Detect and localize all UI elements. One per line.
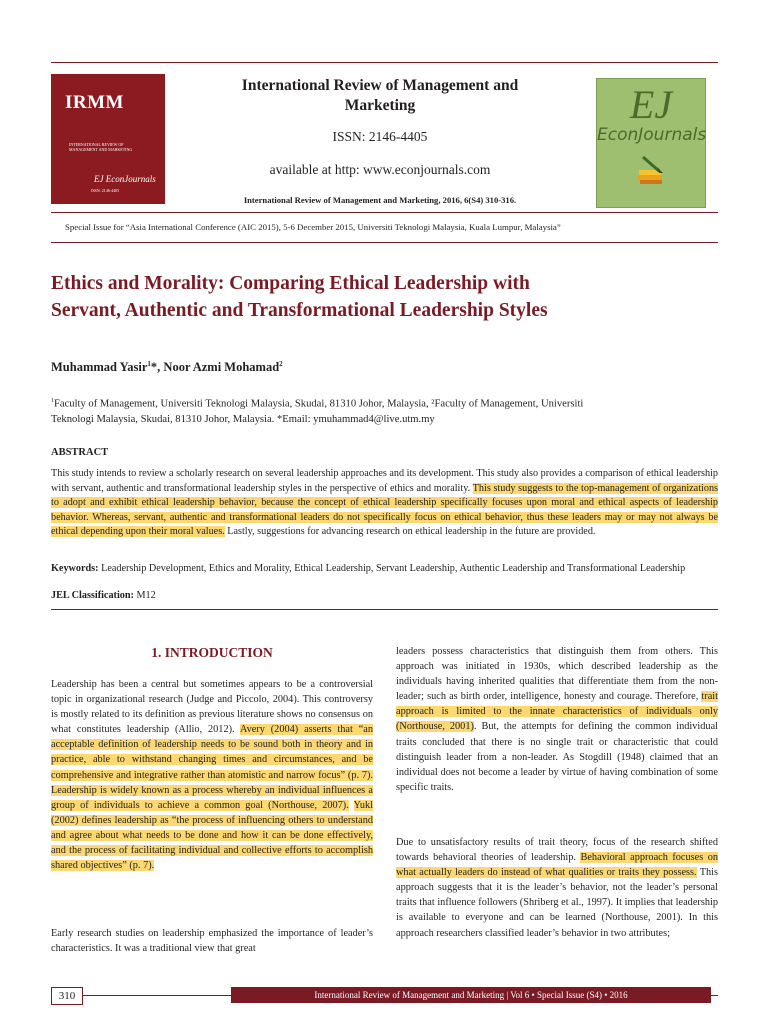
authors xyxy=(51,360,283,375)
jel-code: M12 xyxy=(133,590,156,601)
abstract-text-2: Lastly, suggestions for advancing research on ethical leadership in the future are provided. xyxy=(224,526,596,537)
right-text-1: leaders possess characteristics that distinguish them from others. This approach was initiated in 1930s, which described leadership as the individuals having inherited qualities that differentiate them from the non-leader; such as birth order, intelligence, honesty and courage. Therefore, xyxy=(396,646,718,703)
keywords-text: Leadership Development, Ethics and Morality, Ethical Leadership, Servant Leadership, Authentic Leadership and Transformational Leadership xyxy=(98,563,686,574)
abstract-heading: ABSTRACT xyxy=(51,447,109,458)
cover-journal-line: INTERNATIONAL REVIEW OF MANAGEMENT AND MARKETING xyxy=(69,142,133,152)
top-rule xyxy=(51,62,718,63)
abstract-highlight: This study suggests to the top-management of organizations to adopt and exhibit ethical leadership behavior, because the concept of ethical leadership specifically focuses upon moral and ethical aspects of leadership behavior. Whereas, servant, authentic and transformational leaders do not specifically focus on ethical behavior, thus these leaders may or may not always be ethical depending upon their moral values. xyxy=(51,482,719,537)
right-text-3: Due to unsatisfactory results of trait theory, focus of the research shifted towards behavioral theories of leadership. xyxy=(396,837,718,864)
author-2-sup: 2 xyxy=(279,360,283,368)
right-text-2: . But, the attempts for defining the common individual traits concluded that there is no single trait or characteristic that could distinguish leader from a non-leader. As Stogdill (1948) claimed that an individual does not become a leader by virtue of having combination of some specific traits. xyxy=(396,721,719,793)
article-title-line2: Servant, Authentic and Transformational Leadership Styles xyxy=(51,300,548,321)
section-heading-introduction: 1. INTRODUCTION xyxy=(151,645,273,660)
ej-letters: EJ xyxy=(629,82,673,127)
article-title xyxy=(51,270,731,324)
page-number-box: 310 xyxy=(51,987,83,1005)
cover-ej: EJ EconJournals xyxy=(94,174,156,184)
abstract-body xyxy=(51,467,718,540)
abstract-rule xyxy=(51,609,718,610)
footer-bar xyxy=(231,987,711,1003)
affiliations: $^1$Faculty of Management, Universiti Teknologi Malaysia, Skudai, 81310 Johor, Malaysia, ²Faculty of Management, Universiti Teknologi Malaysia, Skudai, 81310 Johor, Malaysia. *Email: ymuhammad4@live.utm.my xyxy=(51,394,731,427)
special-issue-line: Special Issue for “Asia International Conference (AIC 2015), 5-6 December 2015, Universiti Teknologi Malaysia, Kuala Lumpur, Malaysia” xyxy=(65,222,561,232)
keywords-label: Keywords: xyxy=(51,563,99,574)
affil-line2: Teknologi Malaysia, Skudai, 81310 Johor, Malaysia. *Email: ymuhammad4@live.utm.my xyxy=(51,413,435,425)
econjournals-logo xyxy=(596,78,706,208)
special-issue-rule xyxy=(51,242,718,243)
cover-abbr: IRMM xyxy=(65,92,124,113)
intro-paragraph-2: Early research studies on leadership emphasized the importance of leader’s characteristics. It was a traditional view that great xyxy=(51,928,373,955)
jel-label: JEL Classification: xyxy=(51,590,134,601)
header-rule xyxy=(51,212,718,213)
author-2: *, Noor Azmi Mohamad xyxy=(150,360,280,375)
affil-line1: Faculty of Management, Universiti Teknologi Malaysia, Skudai, 81310 Johor, Malaysia, ²Faculty of Management, Universiti xyxy=(54,398,584,410)
books-icon xyxy=(635,155,667,189)
issn: ISSN: 2146-4405 xyxy=(332,129,428,144)
intro-highlight-2: Leadership is widely known as a process whereby an individual influences a group of individuals to achieve a common goal (Northouse, 2007). xyxy=(51,784,373,811)
right-highlight-2: Behavioral approach focuses on what actually leaders do instead of what qualities or traits they possess. xyxy=(396,852,718,879)
footer-text: International Review of Management and Marketing | Vol 6 • Special Issue (S4) • 2016 xyxy=(314,990,628,1000)
intro-highlight-3: Yukl (2002) defines leadership as “the process of influencing others to understand and agree about what needs to be done and how it can be done effectively, and the process of facilitating individual and collective efforts to accomplish shared objectives” (p. 7). xyxy=(51,799,373,872)
intro-sep-2 xyxy=(349,800,354,811)
citation: International Review of Management and Marketing, 2016, 6(S4) 310-316. xyxy=(243,195,517,205)
right-paragraph-1 xyxy=(396,644,718,795)
right-paragraph-2 xyxy=(396,835,718,941)
intro-paragraph-1 xyxy=(51,677,373,873)
cover-issn: ISSN: 2146-4405 xyxy=(91,188,120,193)
journal-title: International Review of Management and Marketing xyxy=(241,77,519,114)
intro-highlight-1: Avery (2004) asserts that “an acceptable definition of leadership needs to be sound both in theory and in practice, able to withstand changing times and circumstances, and be comprehensive and integrative rather than atomistic and narrow focus” (p. 7). xyxy=(51,724,373,781)
keywords xyxy=(51,562,718,575)
article-title-line1: Ethics and Morality: Comparing Ethical Leadership with xyxy=(51,273,530,294)
journal-cover-image xyxy=(51,74,165,204)
right-text-4: This approach suggests that it is the leader’s behavior, not the leader’s personal traits that influence followers (Shriberg et al., 1997). It implies that leadership is available to everyone and can be learned (Northouse, 2001). In this approach researchers classified leader’s behavior in two attributes; xyxy=(396,867,718,939)
author-1-sup: 1 xyxy=(147,360,151,368)
intro-text-1: Leadership has been a central but sometimes appears to be a controversial topic in organizational research (Judge and Piccolo, 2004). This controversy is mostly related to its definition as previous literature shows no consensus on what constitutes leadership (Allio, 2012). xyxy=(51,679,373,736)
author-1: Muhammad Yasir xyxy=(51,360,148,375)
abstract-text-1: This study intends to review a scholarly research on several leadership approaches and its development. This study also provides a comparison of ethical leadership with servant, authentic and transformational leadership styles in the perspective of ethics and morality. xyxy=(51,468,718,494)
jel xyxy=(51,590,156,601)
right-highlight-1: trait approach is limited to the innate characteristics of individuals only (Northouse, 2001) xyxy=(396,691,718,733)
available-at: available at http: www.econjournals.com xyxy=(269,162,491,177)
ej-wordmark: EconJournals xyxy=(597,125,707,145)
